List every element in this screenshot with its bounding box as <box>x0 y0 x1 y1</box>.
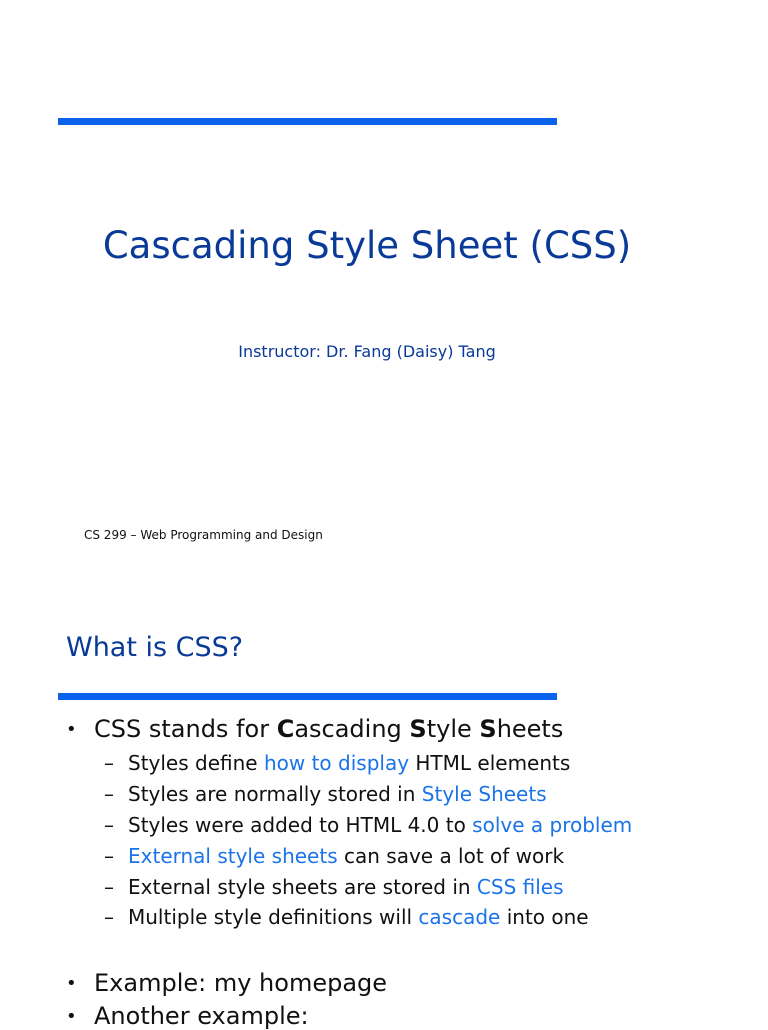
dash-symbol: – <box>104 813 114 837</box>
dash-symbol: – <box>104 751 114 775</box>
bullet-dot: • <box>66 973 77 994</box>
top-blue-rule <box>58 118 557 125</box>
bullet-css-stands-for: • CSS stands for Cascading Style Sheets <box>66 715 564 743</box>
instructor-subtitle: Instructor: Dr. Fang (Daisy) Tang <box>238 342 496 361</box>
highlight-external-style-sheets: External style sheets <box>128 844 338 868</box>
dash-symbol: – <box>104 875 114 899</box>
highlight-style-sheets: Style Sheets <box>421 782 547 806</box>
course-footer: CS 299 – Web Programming and Design <box>84 528 323 542</box>
bullet-dot: • <box>66 719 77 740</box>
slide-heading: What is CSS? <box>66 632 244 663</box>
slide-title: Cascading Style Sheet (CSS) <box>102 224 632 267</box>
dash-symbol: – <box>104 782 114 806</box>
highlight-cascade: cascade <box>418 905 501 929</box>
heading-blue-rule <box>58 693 557 700</box>
dash-symbol: – <box>104 905 114 929</box>
highlight-solve-a-problem: solve a problem <box>472 813 633 837</box>
dash-symbol: – <box>104 844 114 868</box>
sub-bullet-css-files: – External style sheets are stored in CSS files <box>104 875 564 899</box>
highlight-css-files: CSS files <box>476 875 564 899</box>
bullet-dot: • <box>66 1006 77 1027</box>
sub-bullet-solve-a-problem: – Styles were added to HTML 4.0 to solve a problem <box>104 813 633 837</box>
sub-bullet-style-sheets: – Styles are normally stored in Style Sheets <box>104 782 547 806</box>
sub-bullet-how-to-display: – Styles define how to display HTML elements <box>104 751 571 775</box>
highlight-how-to-display: how to display <box>263 751 410 775</box>
bullet-another-example: • Another example: <box>66 1002 309 1030</box>
bullet-example-homepage: • Example: my homepage <box>66 969 388 997</box>
sub-bullet-external-style-sheets: – External style sheets can save a lot of work <box>104 844 565 868</box>
sub-bullet-cascade: – Multiple style definitions will cascade into one <box>104 905 589 929</box>
